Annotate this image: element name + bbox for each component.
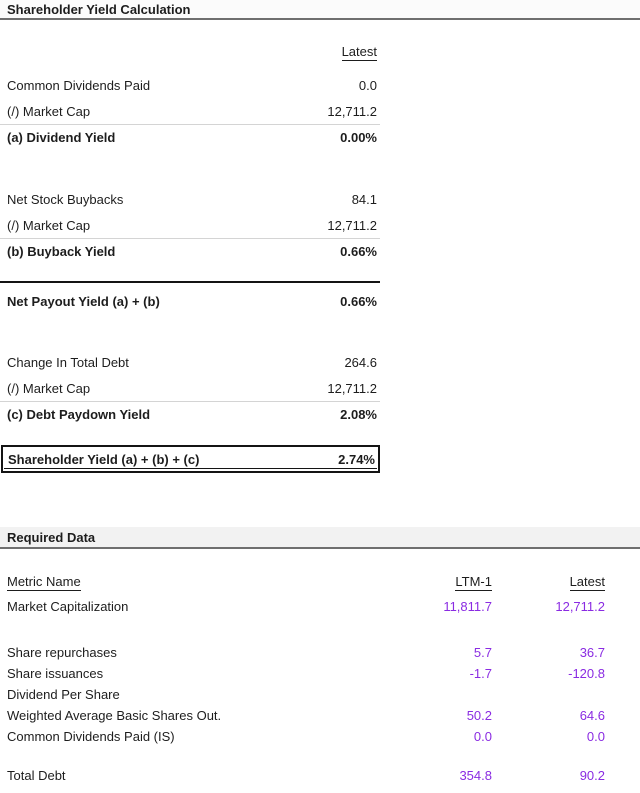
row-change-in-total-debt: Change In Total Debt 264.6	[7, 355, 377, 370]
net-payout-divider	[0, 281, 380, 283]
section-title: Shareholder Yield Calculation	[7, 2, 191, 17]
column-header-metric-name: Metric Name	[7, 574, 81, 589]
row-buyback-yield-result: (b) Buyback Yield 0.66%	[7, 244, 377, 259]
table-row-total-debt: Total Debt 354.8 90.2	[7, 768, 605, 783]
row-market-cap-debt: (/) Market Cap 12,711.2	[0, 381, 380, 402]
column-header-latest: Latest	[569, 574, 605, 589]
table-row-share-issuances: Share issuances -1.7 -120.8	[7, 666, 605, 681]
table-row-weighted-average-basic-shares: Weighted Average Basic Shares Out. 50.2 64.6	[7, 708, 605, 723]
required-data-header-row	[0, 574, 640, 590]
row-market-cap-dividend: (/) Market Cap 12,711.2	[0, 104, 380, 125]
section-header-required-data	[0, 527, 640, 549]
table-row-common-dividends-paid-is: Common Dividends Paid (IS) 0.0 0.0	[7, 729, 605, 744]
table-row-market-capitalization: Market Capitalization 11,811.7 12,711.2	[7, 599, 605, 614]
row-net-payout-yield: Net Payout Yield (a) + (b) 0.66%	[7, 294, 377, 309]
column-header-latest: Latest	[341, 44, 377, 59]
table-row-share-repurchases: Share repurchases 5.7 36.7	[7, 645, 605, 660]
row-market-cap-buyback: (/) Market Cap 12,711.2	[0, 218, 380, 239]
row-net-stock-buybacks: Net Stock Buybacks 84.1	[7, 192, 377, 207]
table-row-dividend-per-share: Dividend Per Share	[7, 687, 120, 702]
shareholder-yield-total-label: Shareholder Yield (a) + (b) + (c)	[8, 452, 200, 467]
row-dividend-yield-result: (a) Dividend Yield 0.00%	[7, 130, 377, 145]
shareholder-yield-total-box	[1, 445, 380, 473]
section-title: Required Data	[7, 530, 96, 545]
shareholder-yield-total-value: 2.74%	[338, 452, 375, 467]
row-debt-paydown-yield-result: (c) Debt Paydown Yield 2.08%	[7, 407, 377, 422]
section-header-shareholder-yield	[0, 0, 640, 20]
column-header-ltm1: LTM-1	[455, 574, 492, 589]
row-common-dividends-paid: Common Dividends Paid 0.0	[7, 78, 377, 93]
